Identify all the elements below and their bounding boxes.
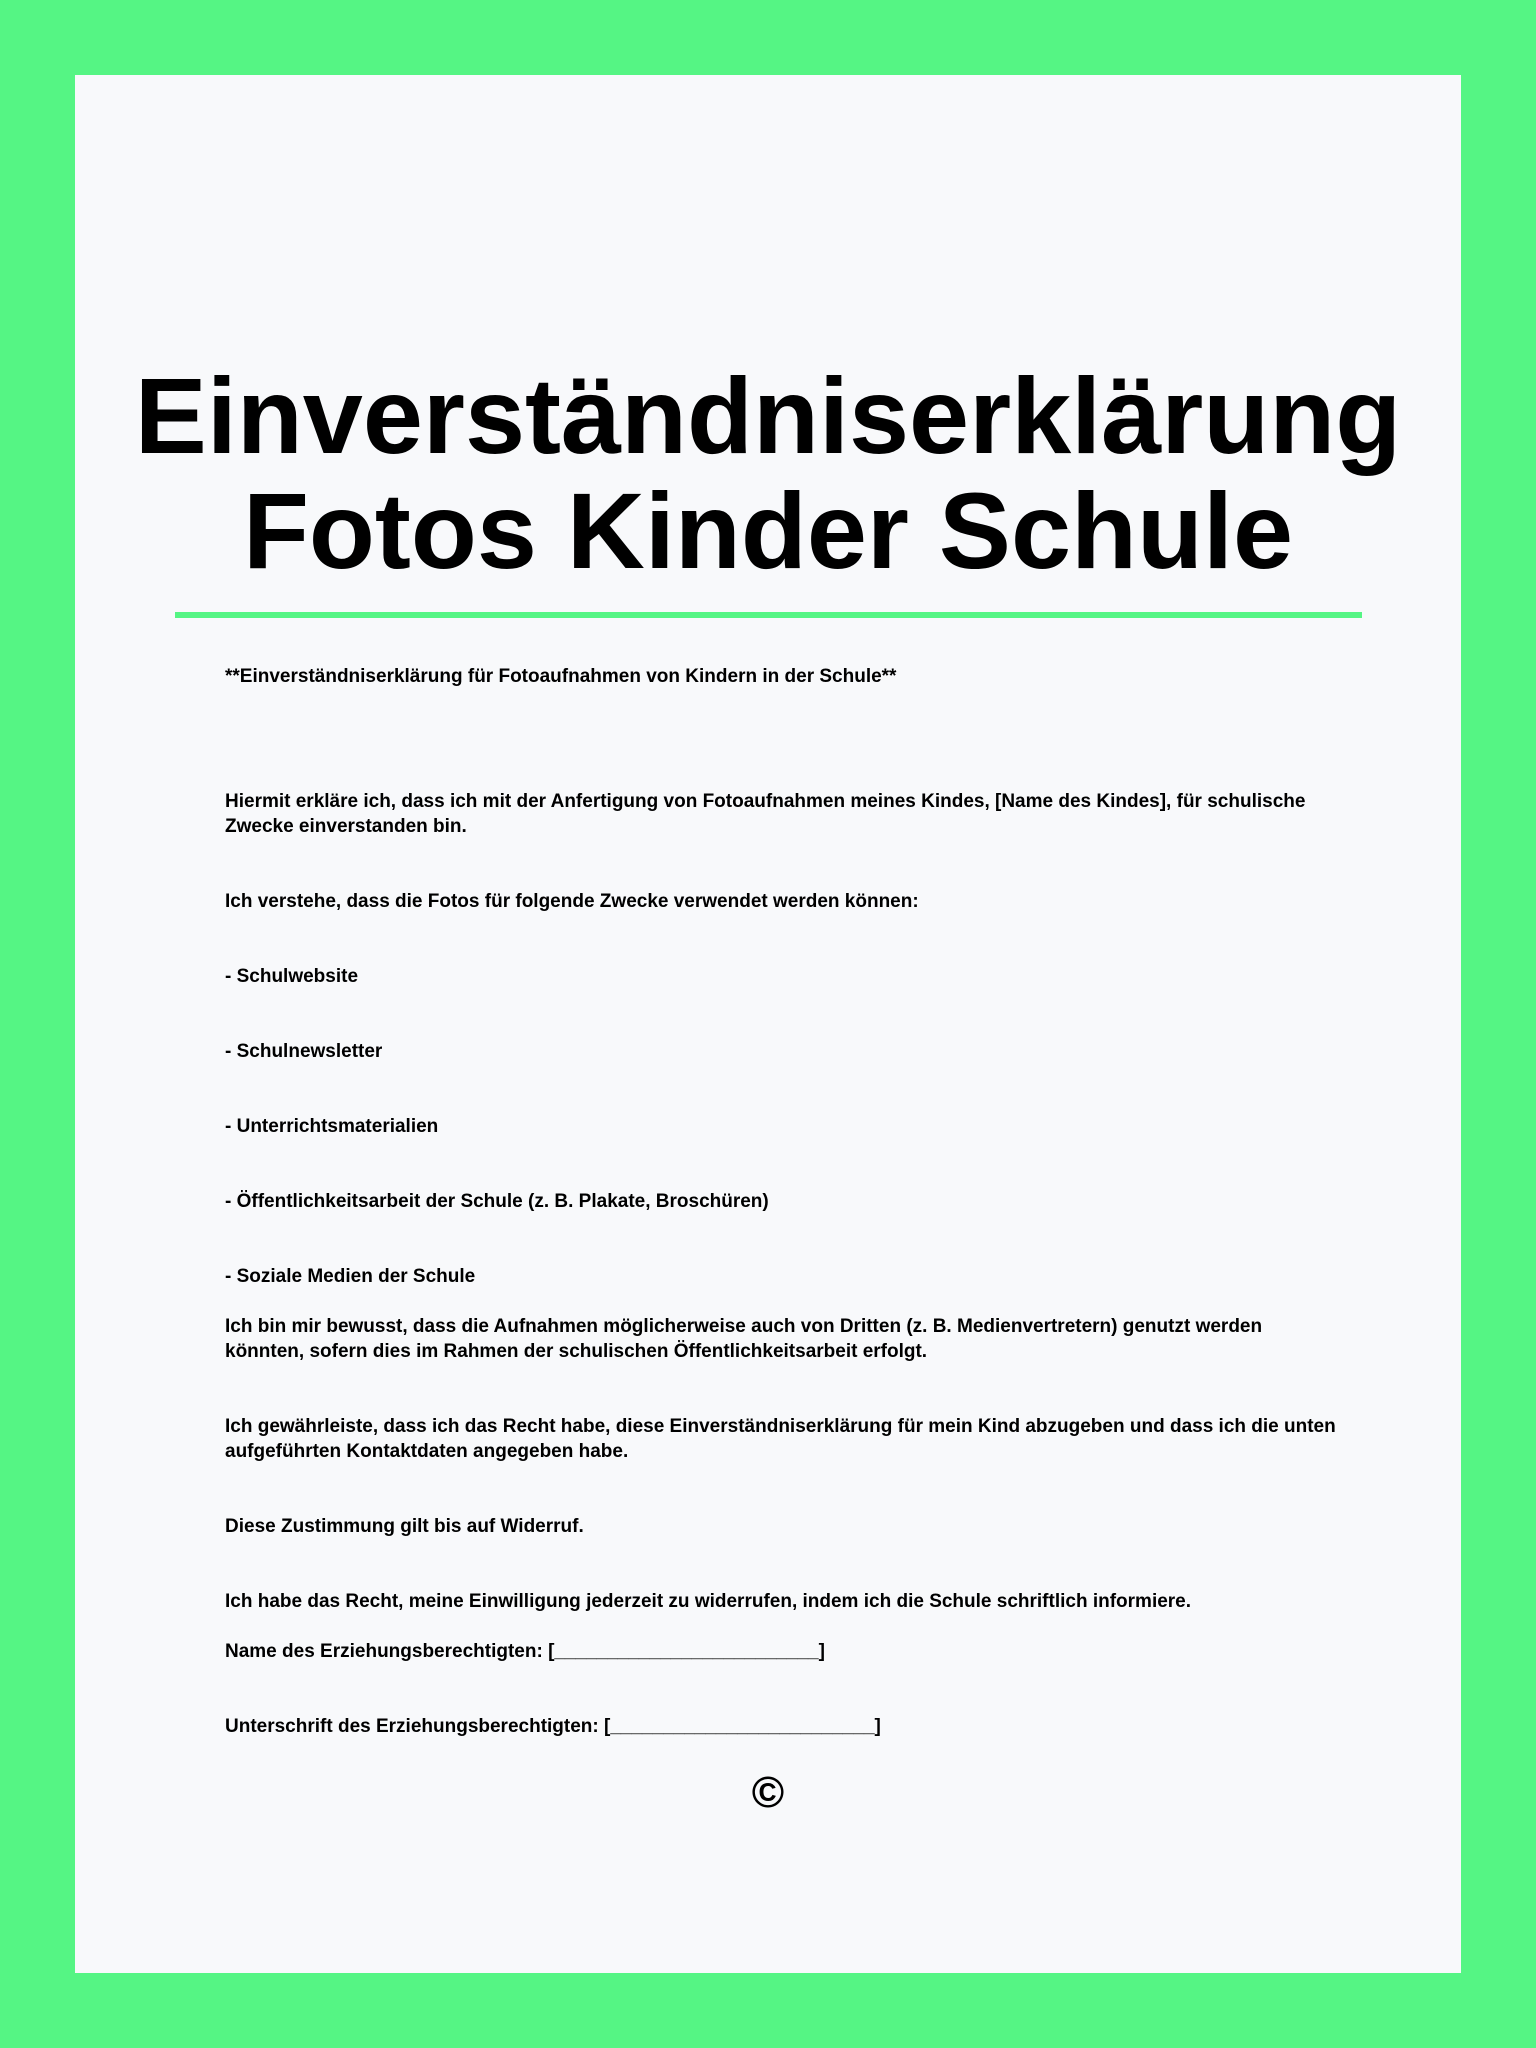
purposes-intro: Ich verstehe, dass die Fotos für folgende Zwecke verwendet werden können: [225, 891, 919, 912]
document-title-line-1: Einverständniserklärung [134, 355, 1402, 476]
purpose-item-website: - Schulwebsite [225, 966, 359, 987]
purpose-item-teaching-materials: - Unterrichtsmaterialien [225, 1116, 439, 1137]
purpose-item-social-media: - Soziale Medien der Schule [225, 1266, 476, 1287]
document-title-line-2: Fotos Kinder Schule [242, 470, 1294, 591]
title-divider [175, 612, 1362, 618]
document-page [75, 75, 1461, 1973]
consent-paragraph: Hiermit erkläre ich, dass ich mit der Anfertigung von Fotoaufnahmen meines Kindes, [Name des Kindes], für schulische Zwecke einverstanden bin. [225, 791, 1306, 837]
validity-paragraph: Diese Zustimmung gilt bis auf Widerruf. [225, 1516, 584, 1537]
third-party-paragraph: Ich bin mir bewusst, dass die Aufnahmen möglicherweise auch von Dritten (z. B. Medienvertretern) genutzt werden könnten, sofern dies im Rahmen der schulischen Öffentlichkeitsarbeit erfolgt. [225, 1316, 1263, 1362]
guardian-name-field: Name des Erziehungsberechtigten: [_________________________] [225, 1641, 825, 1662]
guarantee-paragraph: Ich gewährleiste, dass ich das Recht habe, diese Einverständniserklärung für mein Kind abzugeben und dass ich die unten aufgeführten Kontaktdaten angegeben habe. [225, 1416, 1336, 1462]
copyright-icon: © [751, 1768, 785, 1817]
purpose-item-newsletter: - Schulnewsletter [225, 1041, 383, 1062]
revocation-paragraph: Ich habe das Recht, meine Einwilligung jederzeit zu widerrufen, indem ich die Schule schriftlich informiere. [225, 1591, 1192, 1612]
document-subtitle: **Einverständniserklärung für Fotoaufnahmen von Kindern in der Schule** [225, 666, 897, 687]
purpose-item-public-relations: - Öffentlichkeitsarbeit der Schule (z. B. Plakate, Broschüren) [225, 1191, 769, 1212]
guardian-signature-field: Unterschrift des Erziehungsberechtigten: [_________________________] [225, 1716, 881, 1737]
